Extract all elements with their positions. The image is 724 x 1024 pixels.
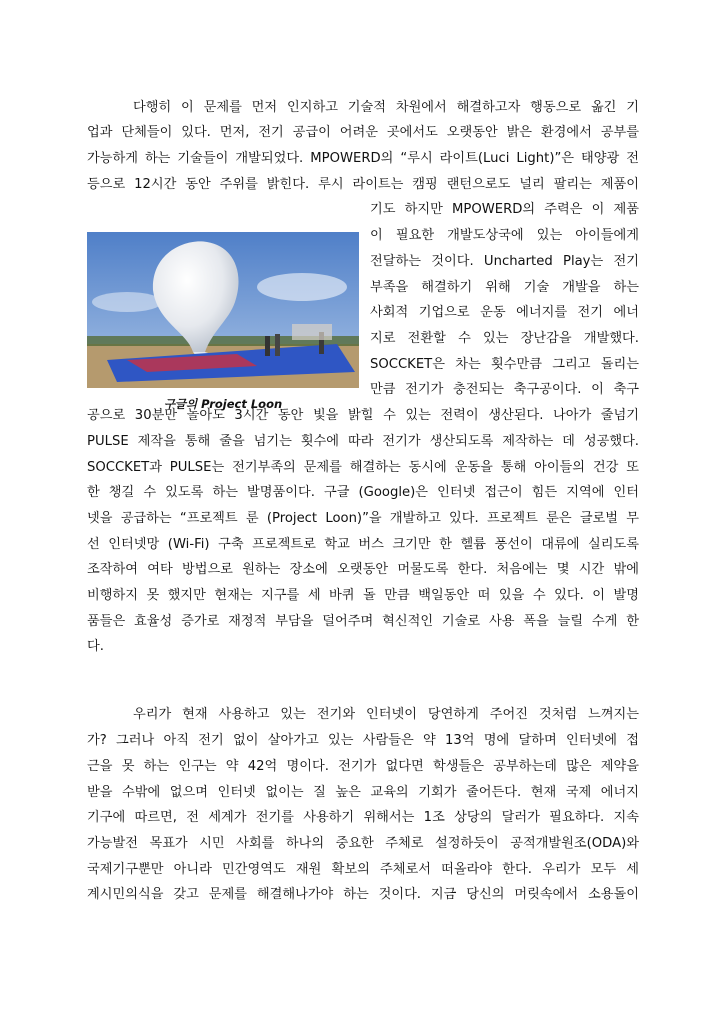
paragraph-2-line-8: 계시민의식을 갖고 문제를 해결해나가야 하는 것이다. 지금 당신의 머릿속에서 소용돌이 (87, 887, 639, 902)
paragraph-1-line-1: 다행히 이 문제를 먼저 인지하고 기술적 차원에서 해결하고자 행동으로 옮긴 기 (133, 100, 639, 115)
paragraph-2-line-3: 근을 못 하는 인구는 약 42억 명이다. 전기가 없다면 학생들은 공부하는데 많은 제약을 (87, 759, 639, 774)
person (265, 336, 270, 356)
paragraph-1-line-2: 업과 단체들이 있다. 먼저, 전기 공급이 어려운 곳에서도 오랫동안 밝은 환경에서 공부를 (87, 125, 639, 140)
paragraph-1-line-22: 다. (87, 639, 104, 654)
paragraph-2-line-2: 가? 그러나 아직 전기 없이 살아가고 있는 사람들은 약 13억 명에 달하며 인터넷에 접 (87, 733, 639, 748)
paragraph-1-line-11: SOCCKET은 차는 횟수만큼 그리고 돌리는 (370, 357, 639, 372)
person (275, 334, 280, 356)
paragraph-1-line-5: 기도 하지만 MPOWERD의 주력은 이 제품 (370, 202, 639, 217)
paragraph-1-line-13: 공으로 30분만 놀아도 3시간 동안 빛을 밝힐 수 있는 전력이 생산된다. 나아가 줄넘기 (87, 408, 639, 423)
paragraph-1-line-20: 비행하지 못 했지만 현재는 지구를 세 바퀴 돌 만큼 백일동안 떠 있을 수 있다. 이 발명 (87, 588, 639, 603)
cloud (257, 273, 347, 301)
project-loon-illustration (87, 232, 359, 388)
paragraph-1-line-15: SOCCKET과 PULSE는 전기부족의 문제를 해결하는 동시에 운동을 통해 아이들의 건강 또 (87, 460, 639, 475)
figure-caption: 구글의 Project Loon (163, 397, 283, 411)
paragraph-1-line-3: 가능하게 하는 기술들이 개발되었다. MPOWERD의 “루시 라이트(Luci Light)”은 태양광 전 (87, 151, 639, 166)
paragraph-2-line-1: 우리가 현재 사용하고 있는 전기와 인터넷이 당연하게 주어진 것처럼 느껴지는 (133, 707, 639, 722)
paragraph-1-line-8: 부족을 해결하기 위해 기술 개발을 하는 (370, 280, 639, 295)
paragraph-1-line-10: 지로 전환할 수 있는 장난감을 개발했다. (370, 331, 639, 346)
cloud (92, 292, 162, 312)
paragraph-2-line-5: 기구에 따르면, 전 세계가 전기를 사용하기 위해서는 1조 상당의 달러가 필요하다. 지속 (87, 810, 639, 825)
paragraph-1-line-4: 등으로 12시간 동안 주위를 밝힌다. 루시 라이트는 캠핑 랜턴으로도 널리 팔리는 제품이 (87, 177, 639, 192)
paragraph-1-line-14: PULSE 제작을 통해 줄을 넘기는 횟수에 따라 전기가 생산되도록 제작하는 데 성공했다. (87, 434, 639, 449)
paragraph-2-line-4: 받을 수밖에 없으며 인터넷 없이는 질 높은 교육의 기회가 줄어든다. 현재 국제 에너지 (87, 785, 639, 800)
paragraph-2-line-7: 국제기구뿐만 아니라 민간영역도 재원 확보의 주체로서 떠올라야 한다. 우리가 모두 세 (87, 862, 639, 877)
project-loon-photo (87, 232, 359, 388)
paragraph-1-line-6: 이 필요한 개발도상국에 있는 아이들에게 (370, 228, 639, 243)
paragraph-1-line-17: 넷을 공급하는 “프로젝트 룬 (Project Loon)”을 개발하고 있다. 프로젝트 룬은 글로벌 무 (87, 511, 639, 526)
paragraph-1-line-12: 만큼 전기가 충전되는 축구공이다. 이 축구 (370, 382, 639, 397)
paragraph-1-line-16: 한 챙길 수 있도록 하는 발명품이다. 구글 (Google)은 인터넷 접근이 힘든 지역에 인터 (87, 485, 639, 500)
paragraph-2-line-6: 가능발전 목표가 시민 사회를 하나의 중요한 주체로 설정하듯이 공적개발원조(ODA)와 (87, 836, 639, 851)
paragraph-1-line-9: 사회적 기업으로 운동 에너지를 전기 에너 (370, 305, 639, 320)
paragraph-1-line-7: 전달하는 것이다. Uncharted Play는 전기 (370, 254, 639, 269)
frame (292, 324, 332, 340)
paragraph-1-line-21: 품들은 효율성 증가로 재정적 부담을 덜어주며 혁신적인 기술로 사용 폭을 늘릴 수게 한 (87, 614, 639, 629)
paragraph-1-line-18: 선 인터넷망 (Wi-Fi) 구축 프로젝트로 학교 버스 크기만 한 헬륨 풍선이 대류에 실리도록 (87, 537, 639, 552)
paragraph-1-line-19: 조작하여 여타 방법으로 원하는 장소에 오랫동안 머물도록 한다. 처음에는 몇 시간 밖에 (87, 562, 639, 577)
